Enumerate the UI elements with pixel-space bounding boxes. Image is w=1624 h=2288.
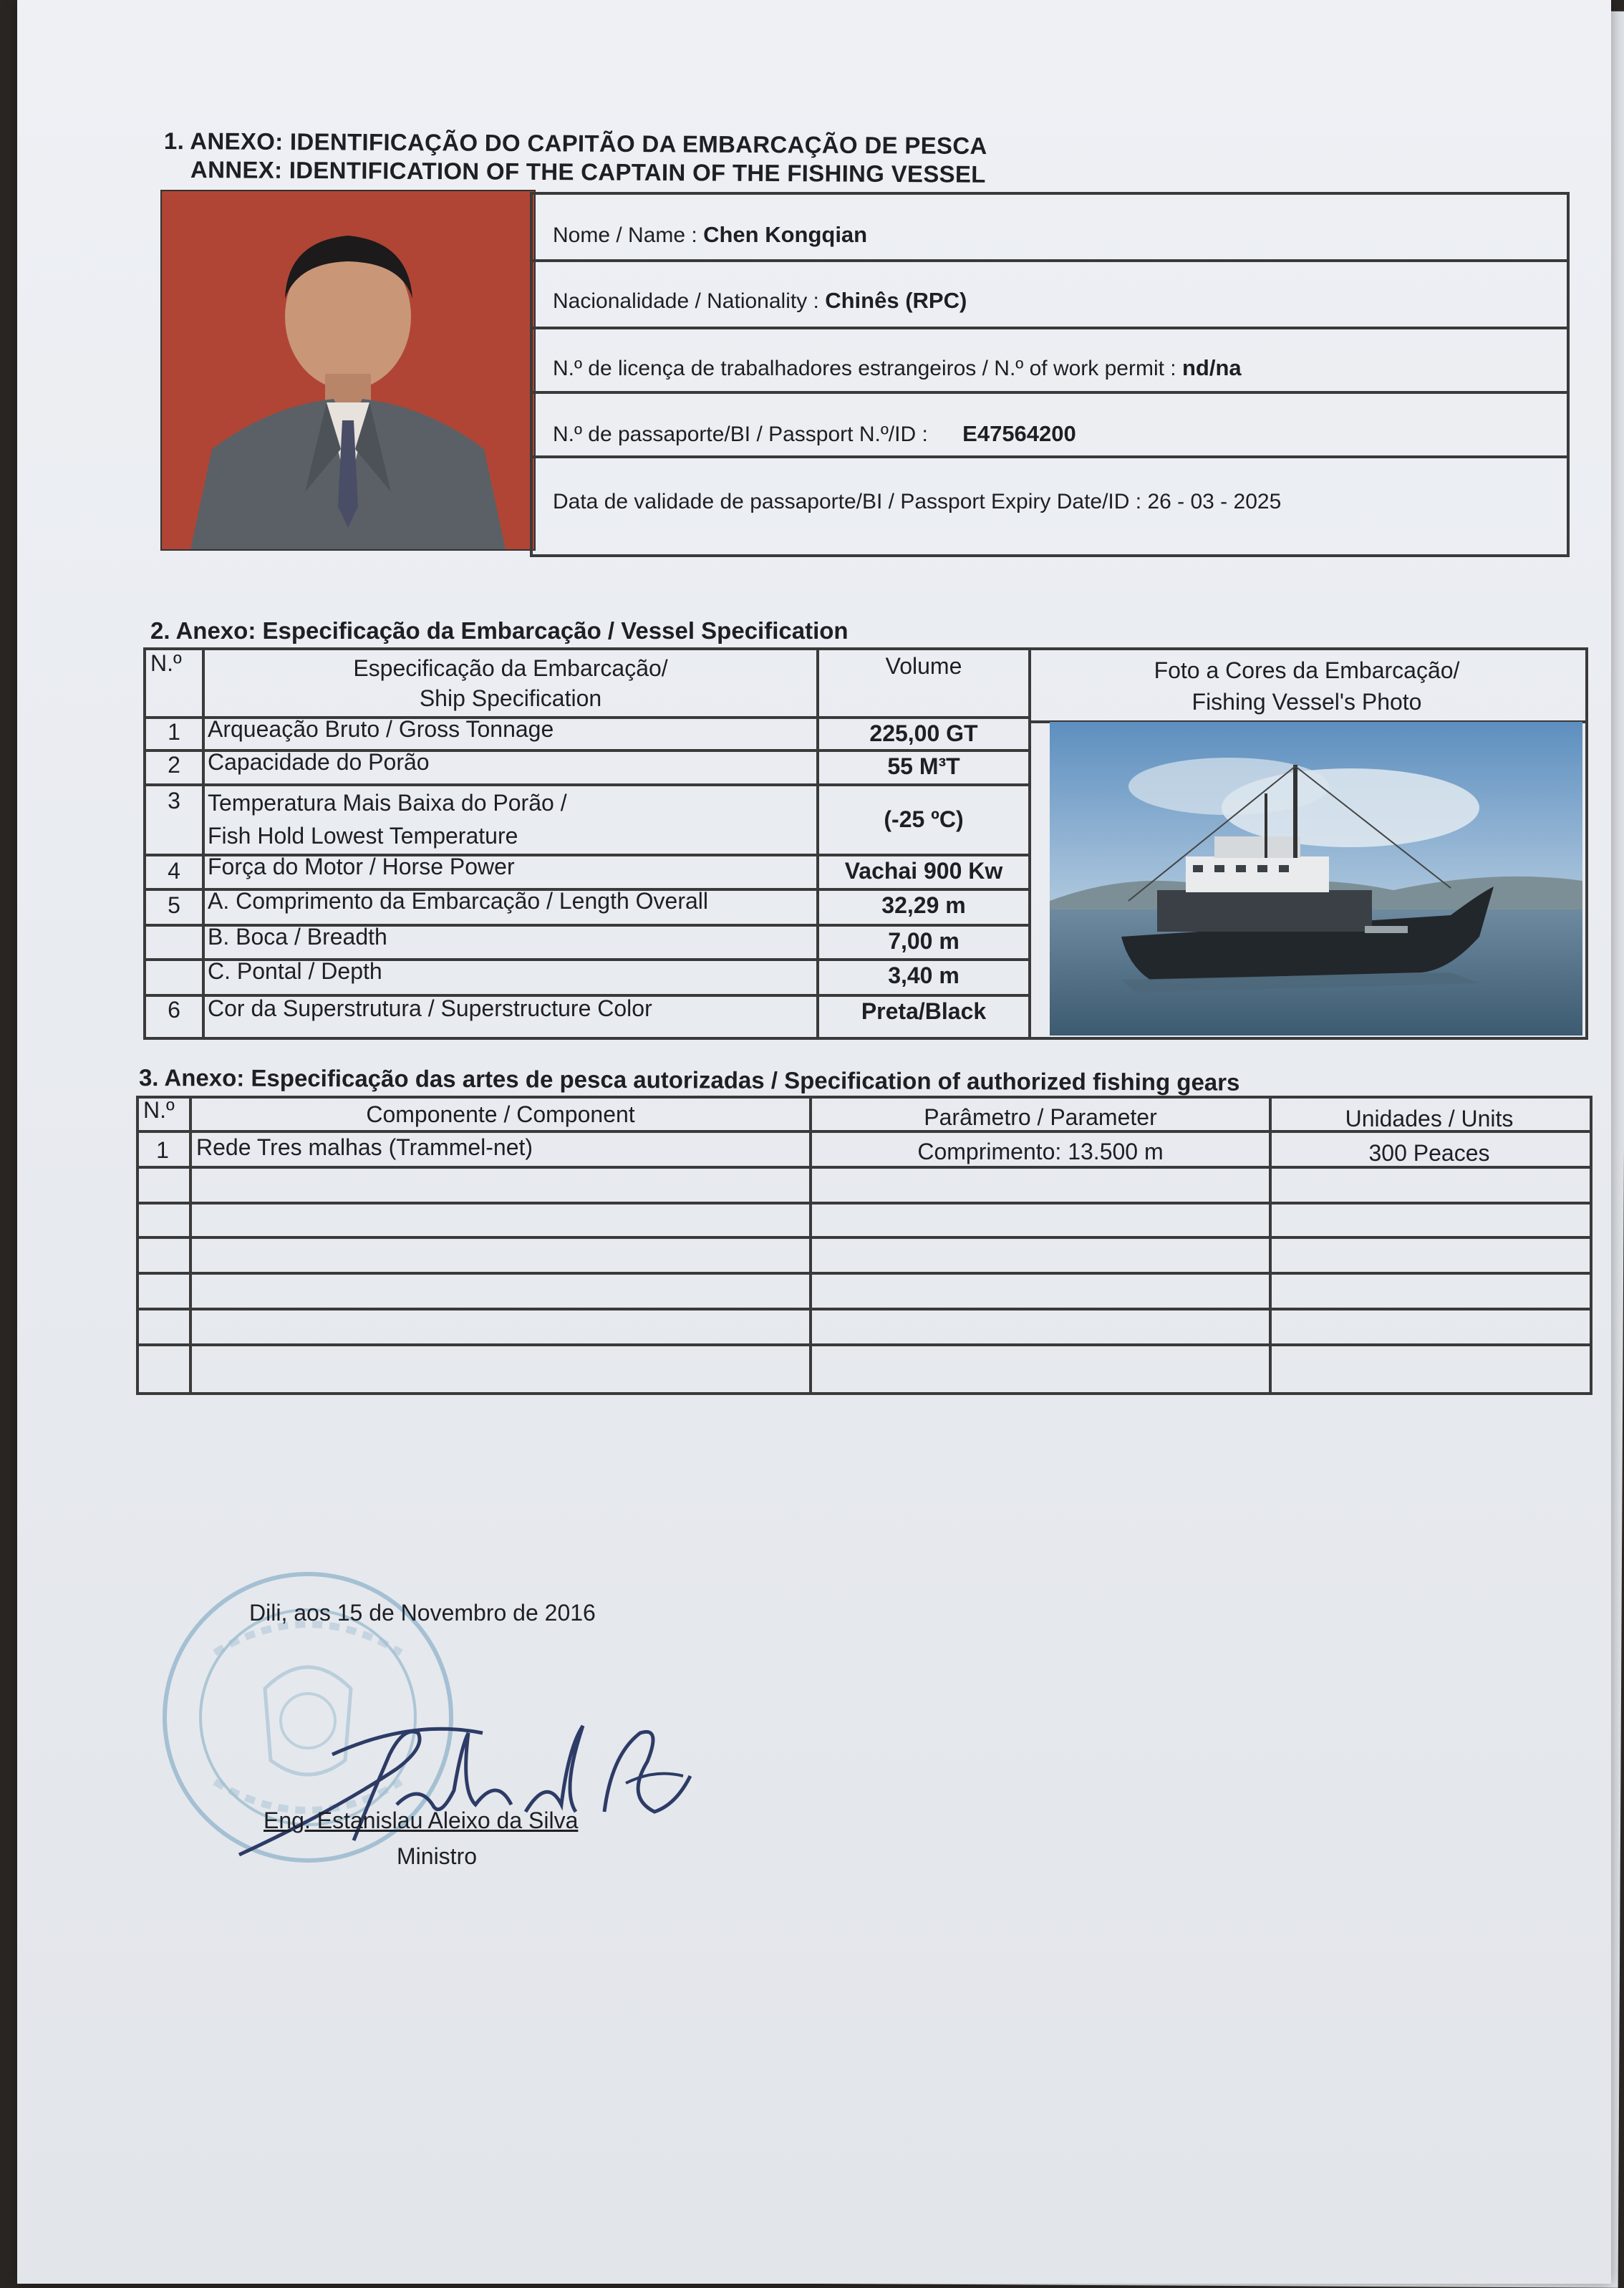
nationality-row <box>553 288 967 314</box>
captain-photo <box>160 190 536 551</box>
gear-row-component: Rede Tres malhas (Trammel-net) <box>196 1134 533 1160</box>
row-value: 225,00 GT <box>869 720 978 746</box>
place-date: Dili, aos 15 de Novembro de 2016 <box>249 1600 596 1626</box>
gear-header-num: N.º <box>143 1097 175 1123</box>
vessel-photo <box>1050 722 1582 1036</box>
gear-header-component: Componente / Component <box>366 1101 635 1127</box>
nationality-value: Chinês (RPC) <box>825 288 967 313</box>
divider <box>530 327 1567 329</box>
work-permit-row <box>553 355 1242 381</box>
row-num: 3 <box>168 788 180 814</box>
row-num: 4 <box>168 858 180 884</box>
col-divider <box>189 1096 192 1392</box>
gear-row-num: 1 <box>156 1137 169 1163</box>
nationality-label: Nacionalidade / Nationality : <box>553 289 819 313</box>
row-spec: Arqueação Bruto / Gross Tonnage <box>208 716 554 742</box>
captain-name-value: Chen Kongqian <box>703 222 868 247</box>
signatory-role: Ministro <box>397 1843 478 1869</box>
row-value: 3,40 m <box>888 962 960 988</box>
row-value: Vachai 900 Kw <box>844 858 1003 884</box>
passport-expiry-value: 26 - 03 - 2025 <box>1147 490 1282 513</box>
section2-title: 2. Anexo: Especificação da Embarcação / Vessel Specification <box>150 617 849 644</box>
row-spec <box>208 786 567 852</box>
section1-title-en: ANNEX: IDENTIFICATION OF THE CAPTAIN OF THE FISHING VESSEL <box>190 156 986 188</box>
gear-header-units: Unidades / Units <box>1345 1106 1514 1131</box>
header-photo <box>1031 655 1582 718</box>
header-num: N.º <box>150 650 182 676</box>
signatory-name: Eng. Estanislau Aleixo da Silva <box>264 1807 579 1833</box>
row-value: Preta/Black <box>861 998 987 1024</box>
header-photo-en: Fishing Vessel's Photo <box>1192 689 1422 715</box>
row-value: 32,29 m <box>881 892 966 918</box>
passport-label: N.º de passaporte/BI / Passport N.º/ID : <box>553 423 928 446</box>
work-permit-value: nd/na <box>1182 355 1242 380</box>
row-value: (-25 ºC) <box>884 806 964 832</box>
row-spec: Força do Motor / Horse Power <box>208 854 515 879</box>
work-permit-label: N.º de licença de trabalhadores estrangeiros / N.º of work permit : <box>553 357 1176 380</box>
header-photo-pt: Foto a Cores da Embarcação/ <box>1154 657 1460 683</box>
row-num: 6 <box>168 997 180 1023</box>
row-divider <box>136 1236 1590 1239</box>
captain-name-label: Nome / Name : <box>553 223 697 247</box>
gear-row-units: 300 Peaces <box>1368 1140 1490 1166</box>
header-spec <box>205 653 816 713</box>
passport-expiry-label: Data de validade de passaporte/BI / Passport Expiry Date/ID : <box>553 490 1142 513</box>
row-spec: B. Boca / Breadth <box>208 924 387 950</box>
row-spec: C. Pontal / Depth <box>208 958 382 984</box>
row-spec: Cor da Superstrutura / Superstructure Color <box>208 995 652 1021</box>
row-divider <box>136 1272 1590 1275</box>
divider <box>530 391 1567 394</box>
section1-title-pt: 1. ANEXO: IDENTIFICAÇÃO DO CAPITÃO DA EMBARCAÇÃO DE PESCA <box>163 127 987 160</box>
row-num: 1 <box>168 719 180 745</box>
header-spec-pt: Especificação da Embarcação/ <box>353 655 668 681</box>
captain-name-row <box>553 222 867 248</box>
row-spec-en: Fish Hold Lowest Temperature <box>208 823 518 849</box>
row-spec: A. Comprimento da Embarcação / Length Overall <box>208 888 708 914</box>
divider <box>530 259 1567 262</box>
handwritten-signature <box>225 1704 697 1862</box>
section3-title: 3. Anexo: Especificação das artes de pesca autorizadas / Specification of authorized fishing gears <box>138 1064 1240 1096</box>
gear-row-parameter: Comprimento: 13.500 m <box>917 1139 1164 1164</box>
row-divider <box>136 1308 1590 1310</box>
row-value: 7,00 m <box>888 928 960 954</box>
passport-row <box>553 421 1076 447</box>
header-volume: Volume <box>885 653 962 679</box>
row-num: 2 <box>168 752 180 778</box>
row-divider <box>136 1343 1590 1346</box>
gear-header-parameter: Parâmetro / Parameter <box>924 1104 1157 1130</box>
divider <box>530 455 1567 458</box>
passport-expiry-row <box>553 490 1281 514</box>
row-spec-pt: Temperatura Mais Baixa do Porão / <box>208 790 567 816</box>
row-spec: Capacidade do Porão <box>208 749 430 775</box>
document-page <box>17 0 1611 2284</box>
row-divider <box>136 1202 1590 1205</box>
row-value: 55 M³T <box>887 753 960 779</box>
row-num: 5 <box>168 892 180 918</box>
passport-value: E47564200 <box>962 421 1076 446</box>
header-spec-en: Ship Specification <box>419 685 602 711</box>
